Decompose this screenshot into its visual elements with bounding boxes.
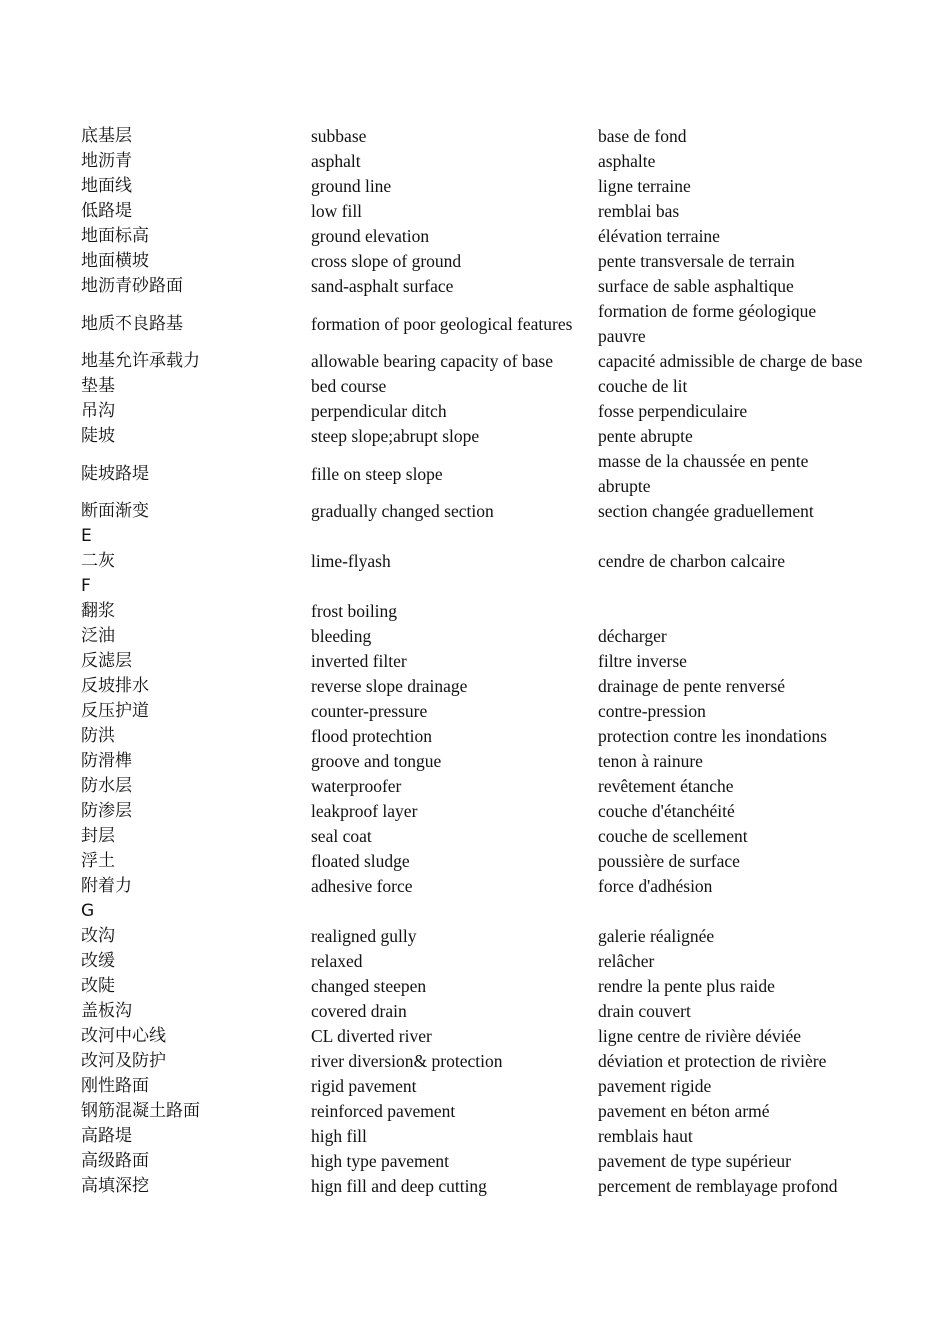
chinese-term-cell: 地质不良路基 <box>81 313 183 334</box>
english-term-cell: counter-pressure <box>311 701 428 721</box>
french-term-cell: élévation terraine <box>598 226 720 246</box>
chinese-term-cell: 吊沟 <box>81 401 115 421</box>
french-term-cell: couche de lit <box>598 376 688 396</box>
chinese-term-cell: 附着力 <box>81 876 132 896</box>
chinese-term-cell: 改河中心线 <box>81 1026 166 1046</box>
chinese-term-cell: 改河及防护 <box>81 1051 166 1071</box>
french-term-cell: galerie réalignée <box>598 926 715 946</box>
chinese-term-cell: 反压护道 <box>81 701 149 721</box>
chinese-term-cell: 翻浆 <box>81 601 115 621</box>
chinese-term-cell: 防洪 <box>81 726 115 746</box>
french-term-cell <box>594 599 867 624</box>
french-term-cell: pavement en béton armé <box>598 1101 770 1121</box>
chinese-term-cell: 封层 <box>81 826 115 846</box>
french-term-cell: section changée graduellement <box>598 501 814 521</box>
english-term-cell: relaxed <box>311 951 363 971</box>
table-row <box>77 1024 867 1049</box>
table-row <box>77 774 867 799</box>
chinese-term-cell: 改缓 <box>81 951 115 971</box>
english-term-cell: CL diverted river <box>311 1026 432 1046</box>
table-row <box>77 999 867 1024</box>
chinese-term-cell: 垫基 <box>81 376 115 396</box>
table-row <box>77 974 867 999</box>
table-row <box>77 399 867 424</box>
chinese-term-cell: 防滑榫 <box>81 751 132 771</box>
table-row <box>77 1149 867 1174</box>
french-term-cell: filtre inverse <box>598 651 687 671</box>
english-term-cell: allowable bearing capacity of base <box>311 351 553 371</box>
english-term-cell: lime-flyash <box>311 551 391 571</box>
glossary-body <box>77 124 867 1199</box>
section-letter: F <box>81 576 91 596</box>
table-row <box>77 599 867 624</box>
table-row <box>77 199 867 224</box>
chinese-term-cell: 改陡 <box>81 976 115 996</box>
table-row <box>77 549 867 574</box>
french-term-cell: contre-pression <box>598 701 706 721</box>
chinese-term-cell: 地沥青砂路面 <box>81 276 183 296</box>
french-term-cell: revêtement étanche <box>598 776 734 796</box>
chinese-term-cell: 钢筋混凝土路面 <box>81 1101 200 1121</box>
section-letter: E <box>81 526 92 546</box>
french-term-cell: asphalte <box>598 151 656 171</box>
table-row <box>77 824 867 849</box>
table-row <box>77 174 867 199</box>
english-term-cell: bleeding <box>311 626 372 646</box>
english-term-cell <box>307 524 594 549</box>
english-term-cell: reverse slope drainage <box>311 676 468 696</box>
french-term-cell: percement de remblayage profond <box>598 1176 838 1196</box>
english-term-cell: covered drain <box>311 1001 407 1021</box>
french-term-cell: remblai bas <box>598 201 680 221</box>
english-term-cell <box>307 899 594 924</box>
english-term-cell: seal coat <box>311 826 372 846</box>
french-term-cell: déviation et protection de rivière <box>598 1051 827 1071</box>
french-term-cell: ligne centre de rivière déviée <box>598 1026 802 1046</box>
table-row <box>77 299 867 349</box>
french-term-cell <box>594 899 867 924</box>
english-term-cell: gradually changed section <box>311 501 494 521</box>
table-row <box>77 724 867 749</box>
english-term-cell: waterproofer <box>311 776 402 796</box>
chinese-term-cell: 高填深挖 <box>81 1176 149 1196</box>
french-term-cell: force d'adhésion <box>598 876 713 896</box>
french-term-cell: couche de scellement <box>598 826 748 846</box>
chinese-term-cell: 底基层 <box>81 126 132 146</box>
chinese-term-cell: 陡坡路堤 <box>81 463 149 484</box>
english-term-cell: inverted filter <box>311 651 407 671</box>
table-row <box>77 449 867 499</box>
english-term-cell: adhesive force <box>311 876 413 896</box>
french-term-cell: pavement rigide <box>598 1076 712 1096</box>
section-letter-row <box>77 899 867 924</box>
table-row <box>77 949 867 974</box>
table-row <box>77 649 867 674</box>
english-term-cell: formation of poor geological features <box>311 313 573 334</box>
english-term-cell: perpendicular ditch <box>311 401 447 421</box>
table-row <box>77 424 867 449</box>
french-term-cell: décharger <box>598 626 667 646</box>
french-term-cell: drain couvert <box>598 1001 691 1021</box>
english-term-cell: bed course <box>311 376 387 396</box>
chinese-term-cell: 盖板沟 <box>81 1001 132 1021</box>
english-term-cell: ground elevation <box>311 226 430 246</box>
section-letter-row <box>77 574 867 599</box>
table-row <box>77 1174 867 1199</box>
section-letter-row <box>77 524 867 549</box>
table-row <box>77 924 867 949</box>
chinese-term-cell: 地面线 <box>81 176 132 196</box>
english-term-cell: ground line <box>311 176 392 196</box>
chinese-term-cell: 防渗层 <box>81 801 132 821</box>
english-term-cell: river diversion& protection <box>311 1051 503 1071</box>
table-row <box>77 274 867 299</box>
chinese-term-cell: 改沟 <box>81 926 115 946</box>
chinese-term-cell: 陡坡 <box>81 426 115 446</box>
chinese-term-cell: 高级路面 <box>81 1151 149 1171</box>
table-row <box>77 1049 867 1074</box>
chinese-term-cell: 防水层 <box>81 776 132 796</box>
chinese-term-cell: 地基允许承载力 <box>81 351 200 371</box>
english-term-cell: cross slope of ground <box>311 251 462 271</box>
english-term-cell: rigid pavement <box>311 1076 417 1096</box>
french-term-cell: relâcher <box>598 951 655 971</box>
chinese-term-cell: 地面标高 <box>81 226 149 246</box>
chinese-term-cell: 地沥青 <box>81 151 132 171</box>
table-row <box>77 124 867 149</box>
english-term-cell: subbase <box>311 126 367 146</box>
french-term-cell: cendre de charbon calcaire <box>598 551 786 571</box>
chinese-term-cell: 断面渐变 <box>81 501 149 521</box>
english-term-cell: low fill <box>311 201 363 221</box>
table-row <box>77 674 867 699</box>
table-row <box>77 874 867 899</box>
english-term-cell: floated sludge <box>311 851 410 871</box>
french-term-cell: formation de forme géologique pauvre <box>598 301 817 346</box>
french-term-cell: protection contre les inondations <box>598 726 827 746</box>
chinese-term-cell: 二灰 <box>81 551 115 571</box>
table-row <box>77 749 867 774</box>
table-row <box>77 1099 867 1124</box>
french-term-cell: capacité admissible de charge de base <box>598 351 863 371</box>
english-term-cell: leakproof layer <box>311 801 418 821</box>
chinese-term-cell: 地面横坡 <box>81 251 149 271</box>
english-term-cell <box>307 574 594 599</box>
french-term-cell: rendre la pente plus raide <box>598 976 775 996</box>
chinese-term-cell: 反坡排水 <box>81 676 149 696</box>
french-term-cell: drainage de pente renversé <box>598 676 786 696</box>
english-term-cell: reinforced pavement <box>311 1101 456 1121</box>
glossary-table <box>77 124 867 1199</box>
english-term-cell: high type pavement <box>311 1151 450 1171</box>
table-row <box>77 1074 867 1099</box>
table-row <box>77 799 867 824</box>
french-term-cell: remblais haut <box>598 1126 693 1146</box>
french-term-cell: fosse perpendiculaire <box>598 401 748 421</box>
french-term-cell: pente transversale de terrain <box>598 251 795 271</box>
english-term-cell: asphalt <box>311 151 361 171</box>
chinese-term-cell: 浮土 <box>81 851 115 871</box>
french-term-cell <box>594 574 867 599</box>
english-term-cell: realigned gully <box>311 926 417 946</box>
chinese-term-cell: 泛油 <box>81 626 115 646</box>
table-row <box>77 499 867 524</box>
table-row <box>77 849 867 874</box>
english-term-cell: changed steepen <box>311 976 427 996</box>
french-term-cell: base de fond <box>598 126 687 146</box>
french-term-cell: surface de sable asphaltique <box>598 276 794 296</box>
french-term-cell: pente abrupte <box>598 426 693 446</box>
table-row <box>77 224 867 249</box>
english-term-cell: frost boiling <box>311 601 398 621</box>
french-term-cell: masse de la chaussée en pente abrupte <box>598 451 809 496</box>
table-row <box>77 1124 867 1149</box>
english-term-cell: hign fill and deep cutting <box>311 1176 487 1196</box>
chinese-term-cell: 刚性路面 <box>81 1076 149 1096</box>
english-term-cell: sand-asphalt surface <box>311 276 454 296</box>
french-term-cell: poussière de surface <box>598 851 740 871</box>
section-letter: G <box>81 901 95 921</box>
french-term-cell: tenon à rainure <box>598 751 703 771</box>
french-term-cell: ligne terraine <box>598 176 691 196</box>
english-term-cell: flood protechtion <box>311 726 433 746</box>
table-row <box>77 699 867 724</box>
chinese-term-cell: 高路堤 <box>81 1126 132 1146</box>
table-row <box>77 349 867 374</box>
table-row <box>77 374 867 399</box>
english-term-cell: fille on steep slope <box>311 463 443 484</box>
english-term-cell: groove and tongue <box>311 751 442 771</box>
english-term-cell: steep slope;abrupt slope <box>311 426 480 446</box>
table-row <box>77 249 867 274</box>
french-term-cell <box>594 524 867 549</box>
table-row <box>77 624 867 649</box>
chinese-term-cell: 反滤层 <box>81 651 132 671</box>
english-term-cell: high fill <box>311 1126 367 1146</box>
chinese-term-cell: 低路堤 <box>81 201 132 221</box>
french-term-cell: couche d'étanchéité <box>598 801 735 821</box>
table-row <box>77 149 867 174</box>
french-term-cell: pavement de type supérieur <box>598 1151 791 1171</box>
